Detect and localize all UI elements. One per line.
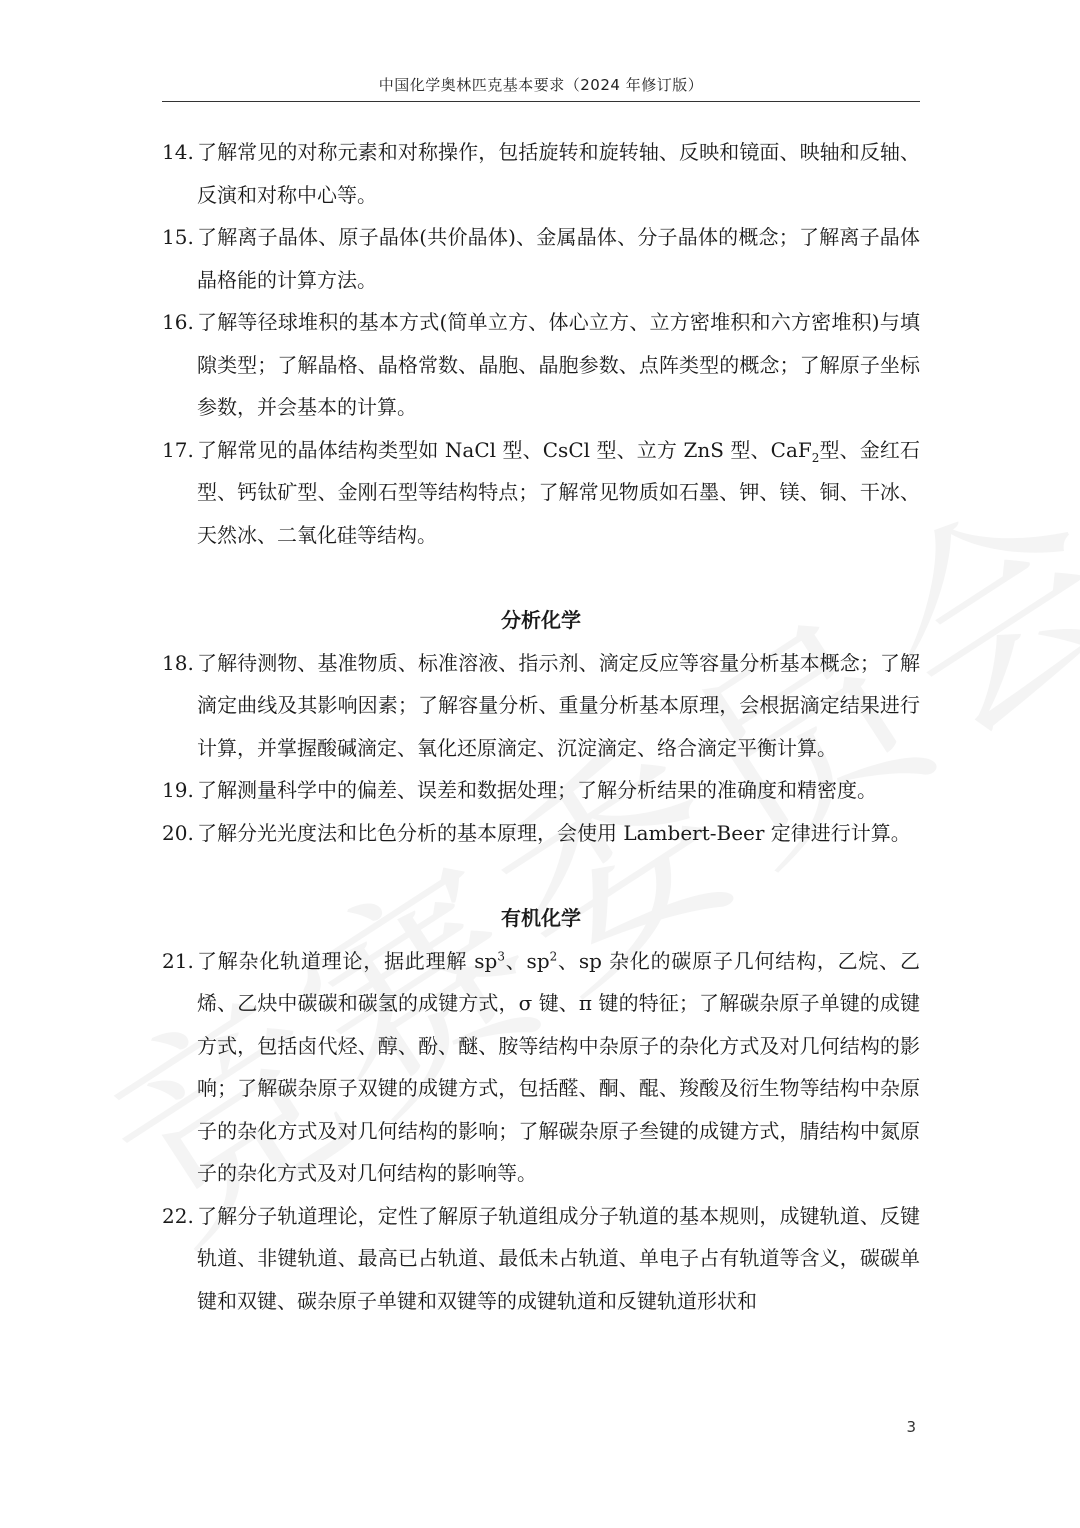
- item-number: 17.: [162, 437, 194, 462]
- header-rule: [162, 101, 920, 102]
- item-number: 18.: [162, 650, 194, 675]
- item-number: 20.: [162, 820, 194, 845]
- item-text-part-a: 了解杂化轨道理论，据此理解 sp: [197, 948, 498, 973]
- item-number: 21.: [162, 948, 194, 973]
- item-number: 14.: [162, 140, 194, 164]
- list-item-14: [162, 131, 920, 216]
- item-text-part-b: 型、金红石型、钙钛矿型、金刚石型等结构特点；了解常见物质如石墨、钾、镁、铜、干冰、天然冰、二氧化硅等结构。: [197, 437, 921, 547]
- superscript-2: 2: [549, 948, 558, 963]
- item-text: 了解测量科学中的偏差、误差和数据处理；了解分析结果的准确度和精密度。: [197, 778, 877, 802]
- item-text: 了解分子轨道理论，定性了解原子轨道组成分子轨道的基本规则，成键轨道、反键轨道、非键轨道、最高已占轨道、最低未占轨道、单电子占有轨道等含义，碳碳单键和双键、碳杂原子单键和双键等的成键轨道和反键轨道形状和: [197, 1203, 920, 1313]
- item-number: 22.: [162, 1203, 194, 1228]
- item-text: 了解常见的对称元素和对称操作，包括旋转和旋转轴、反映和镜面、映轴和反轴、反演和对称中心等。: [197, 140, 920, 207]
- item-number: 16.: [162, 310, 194, 334]
- list-item-22: [162, 1195, 920, 1323]
- page-body: [162, 131, 920, 1322]
- section-spacer: [162, 854, 920, 897]
- list-item-17: [162, 429, 920, 557]
- item-text: 了解离子晶体、原子晶体(共价晶体)、金属晶体、分子晶体的概念；了解离子晶体晶格能的计算方法。: [197, 225, 920, 292]
- list-item-19: [162, 769, 920, 812]
- item-text: 了解等径球堆积的基本方式(简单立方、体心立方、立方密堆积和六方密堆积)与填隙类型；了解晶格、晶格常数、晶胞、晶胞参数、点阵类型的概念；了解原子坐标参数，并会基本的计算。: [197, 310, 920, 419]
- superscript-3: 3: [497, 948, 505, 963]
- item-text-part-c: 、sp 杂化的碳原子几何结构，乙烷、乙烯、乙炔中碳碳和碳氢的成键方式，σ 键、π 键的特征；了解碳杂原子单键的成键方式，包括卤代烃、醇、酚、醚、胺等结构中杂原子的杂化方式及对几何结构的影响；了解碳杂原子双键的成键方式，包括醛、酮、醌、羧酸及衍生物等结构中杂原子的杂化方式及对几何结构的影响；了解碳杂原子叁键的成键方式，腈结构中氮原子的杂化方式及对几何结构的影响等。: [197, 948, 920, 1185]
- item-number: 19.: [162, 778, 194, 802]
- list-item-20: [162, 812, 920, 855]
- item-text: 了解分光光度法和比色分析的基本原理，会使用 Lambert-Beer 定律进行计算。: [197, 820, 911, 845]
- section-heading-analytical: 分析化学: [501, 608, 581, 632]
- subscript-2: 2: [811, 450, 820, 465]
- running-header: 中国化学奥林匹克基本要求（2024 年修订版）: [378, 76, 704, 94]
- item-number: 15.: [162, 225, 194, 249]
- list-item-16: [162, 301, 920, 429]
- section-heading-organic: 有机化学: [501, 906, 581, 930]
- item-text-part-b: 、sp: [505, 948, 550, 973]
- item-text: 了解待测物、基准物质、标准溶液、指示剂、滴定反应等容量分析基本概念；了解滴定曲线及其影响因素；了解容量分析、重量分析基本原理，会根据滴定结果进行计算，并掌握酸碱滴定、氧化还原滴定、沉淀滴定、络合滴定平衡计算。: [197, 650, 920, 760]
- list-item-18: [162, 642, 920, 770]
- section-spacer: [162, 556, 920, 599]
- list-item-15: [162, 216, 920, 301]
- list-item-21: [162, 940, 920, 1195]
- page-number: 3: [906, 1418, 916, 1436]
- item-text-part-a: 了解常见的晶体结构类型如 NaCl 型、CsCl 型、立方 ZnS 型、CaF: [197, 437, 812, 462]
